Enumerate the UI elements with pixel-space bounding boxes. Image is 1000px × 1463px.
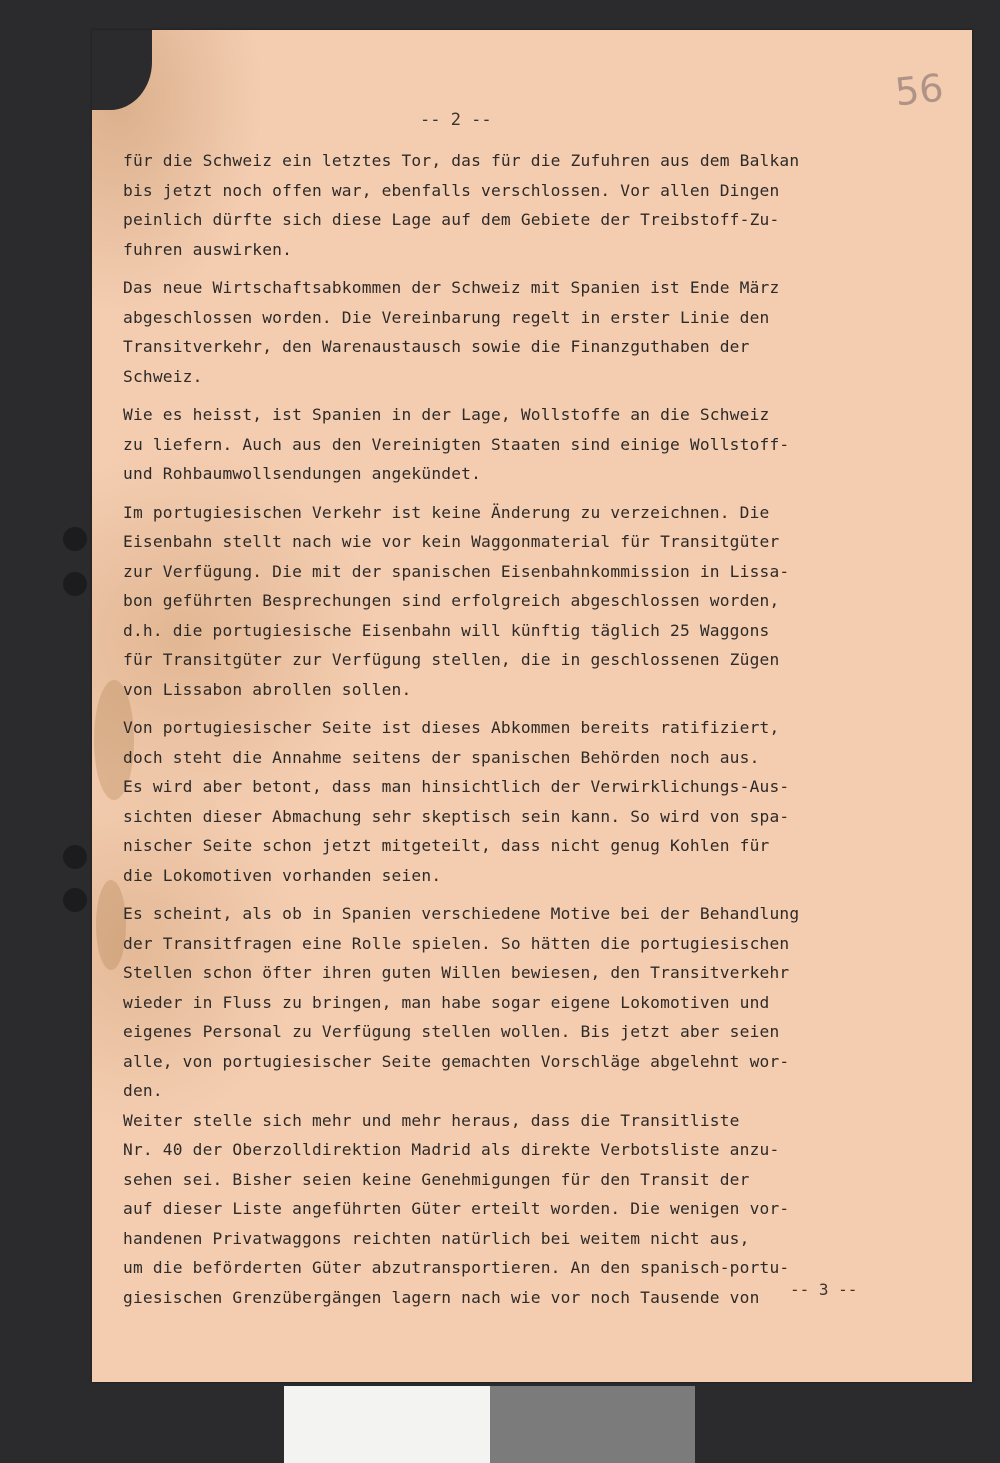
text-line: auf dieser Liste angeführten Güter erteilt worden. Die wenigen vor- xyxy=(123,1199,790,1218)
paragraph xyxy=(123,713,923,890)
text-line: handenen Privatwaggons reichten natürlich bei weitem nicht aus, xyxy=(123,1228,750,1248)
text-line: sehen sei. Bisher seien keine Genehmigungen für den Transit der xyxy=(123,1169,750,1189)
text-line: wieder in Fluss zu bringen, man habe sogar eigene Lokomotiven und xyxy=(123,992,770,1012)
paragraph xyxy=(123,400,923,489)
text-line: d.h. die portugiesische Eisenbahn will künftig täglich 25 Waggons xyxy=(123,620,770,640)
text-line: giesischen Grenzübergängen lagern nach wie vor noch Tausende von xyxy=(123,1287,760,1307)
text-line: zu liefern. Auch aus den Vereinigten Staaten sind einige Wollstoff- xyxy=(123,434,790,454)
text-line: Das neue Wirtschaftsabkommen der Schweiz mit Spanien ist Ende März xyxy=(123,278,780,297)
text-line: der Transitfragen eine Rolle spielen. So hätten die portugiesischen xyxy=(123,933,790,953)
text-line: Es scheint, als ob in Spanien verschiedene Motive bei der Behandlung xyxy=(123,904,800,923)
water-stain xyxy=(96,880,126,970)
text-line: Es wird aber betont, dass man hinsichtlich der Verwirklichungs-Aus- xyxy=(123,777,790,796)
text-line: alle, von portugiesischer Seite gemachten Vorschläge abgelehnt wor- xyxy=(123,1051,790,1071)
paragraph xyxy=(123,498,923,705)
text-line: Transitverkehr, den Warenaustausch sowie die Finanzguthaben der xyxy=(123,337,750,356)
color-target-white xyxy=(284,1386,490,1463)
text-line: Schweiz. xyxy=(123,366,203,386)
text-line: Eisenbahn stellt nach wie vor kein Waggonmaterial für Transitgüter xyxy=(123,532,780,551)
text-line: Im portugiesischen Verkehr ist keine Änderung zu verzeichnen. Die xyxy=(123,502,770,522)
paragraph xyxy=(123,273,923,391)
punch-hole xyxy=(63,572,87,596)
text-line: um die beförderten Güter abzutransportieren. An den spanisch-portu- xyxy=(123,1258,790,1277)
punch-hole xyxy=(63,845,87,869)
text-line: sichten dieser Abmachung sehr skeptisch sein kann. So wird von spa- xyxy=(123,806,790,826)
text-line: nischer Seite schon jetzt mitgeteilt, dass nicht genug Kohlen für xyxy=(123,836,770,855)
text-line: Wie es heisst, ist Spanien in der Lage, Wollstoffe an die Schweiz xyxy=(123,405,770,424)
text-line: Nr. 40 der Oberzolldirektion Madrid als direkte Verbotsliste anzu- xyxy=(123,1140,780,1159)
paragraph xyxy=(123,899,923,1312)
text-line: Von portugiesischer Seite ist dieses Abkommen bereits ratifiziert, xyxy=(123,718,780,737)
text-line: den. xyxy=(123,1081,163,1100)
text-line: doch steht die Annahme seitens der spanischen Behörden noch aus. xyxy=(123,747,760,767)
text-line: peinlich dürfte sich diese Lage auf dem Gebiete der Treibstoff-Zu- xyxy=(123,210,780,229)
text-line: Stellen schon öfter ihren guten Willen bewiesen, den Transitverkehr xyxy=(123,963,790,982)
text-line: abgeschlossen worden. Die Vereinbarung regelt in erster Linie den xyxy=(123,307,770,327)
text-line: eigenes Personal zu Verfügung stellen wollen. Bis jetzt aber seien xyxy=(123,1022,780,1041)
punch-hole xyxy=(63,527,87,551)
paragraph xyxy=(123,146,923,264)
text-line: bis jetzt noch offen war, ebenfalls verschlossen. Vor allen Dingen xyxy=(123,180,780,200)
color-target-gray xyxy=(490,1386,695,1463)
page-number: -- 2 -- xyxy=(420,110,492,130)
catchword: -- 3 -- xyxy=(790,1280,858,1299)
text-line: die Lokomotiven vorhanden seien. xyxy=(123,865,442,885)
text-line: bon geführten Besprechungen sind erfolgreich abgeschlossen worden, xyxy=(123,591,780,610)
text-line: und Rohbaumwollsendungen angekündet. xyxy=(123,464,482,483)
text-line: zur Verfügung. Die mit der spanischen Eisenbahnkommission in Lissa- xyxy=(123,561,790,581)
text-line: von Lissabon abrollen sollen. xyxy=(123,679,412,699)
typed-text xyxy=(123,146,923,1321)
punch-hole xyxy=(63,888,87,912)
text-line: Weiter stelle sich mehr und mehr heraus, dass die Transitliste xyxy=(123,1110,740,1130)
text-line: fuhren auswirken. xyxy=(123,239,293,259)
text-line: für die Schweiz ein letztes Tor, das für die Zufuhren aus dem Balkan xyxy=(123,151,800,170)
text-line: für Transitgüter zur Verfügung stellen, die in geschlossenen Zügen xyxy=(123,650,780,669)
folio-number: 56 xyxy=(892,65,946,115)
